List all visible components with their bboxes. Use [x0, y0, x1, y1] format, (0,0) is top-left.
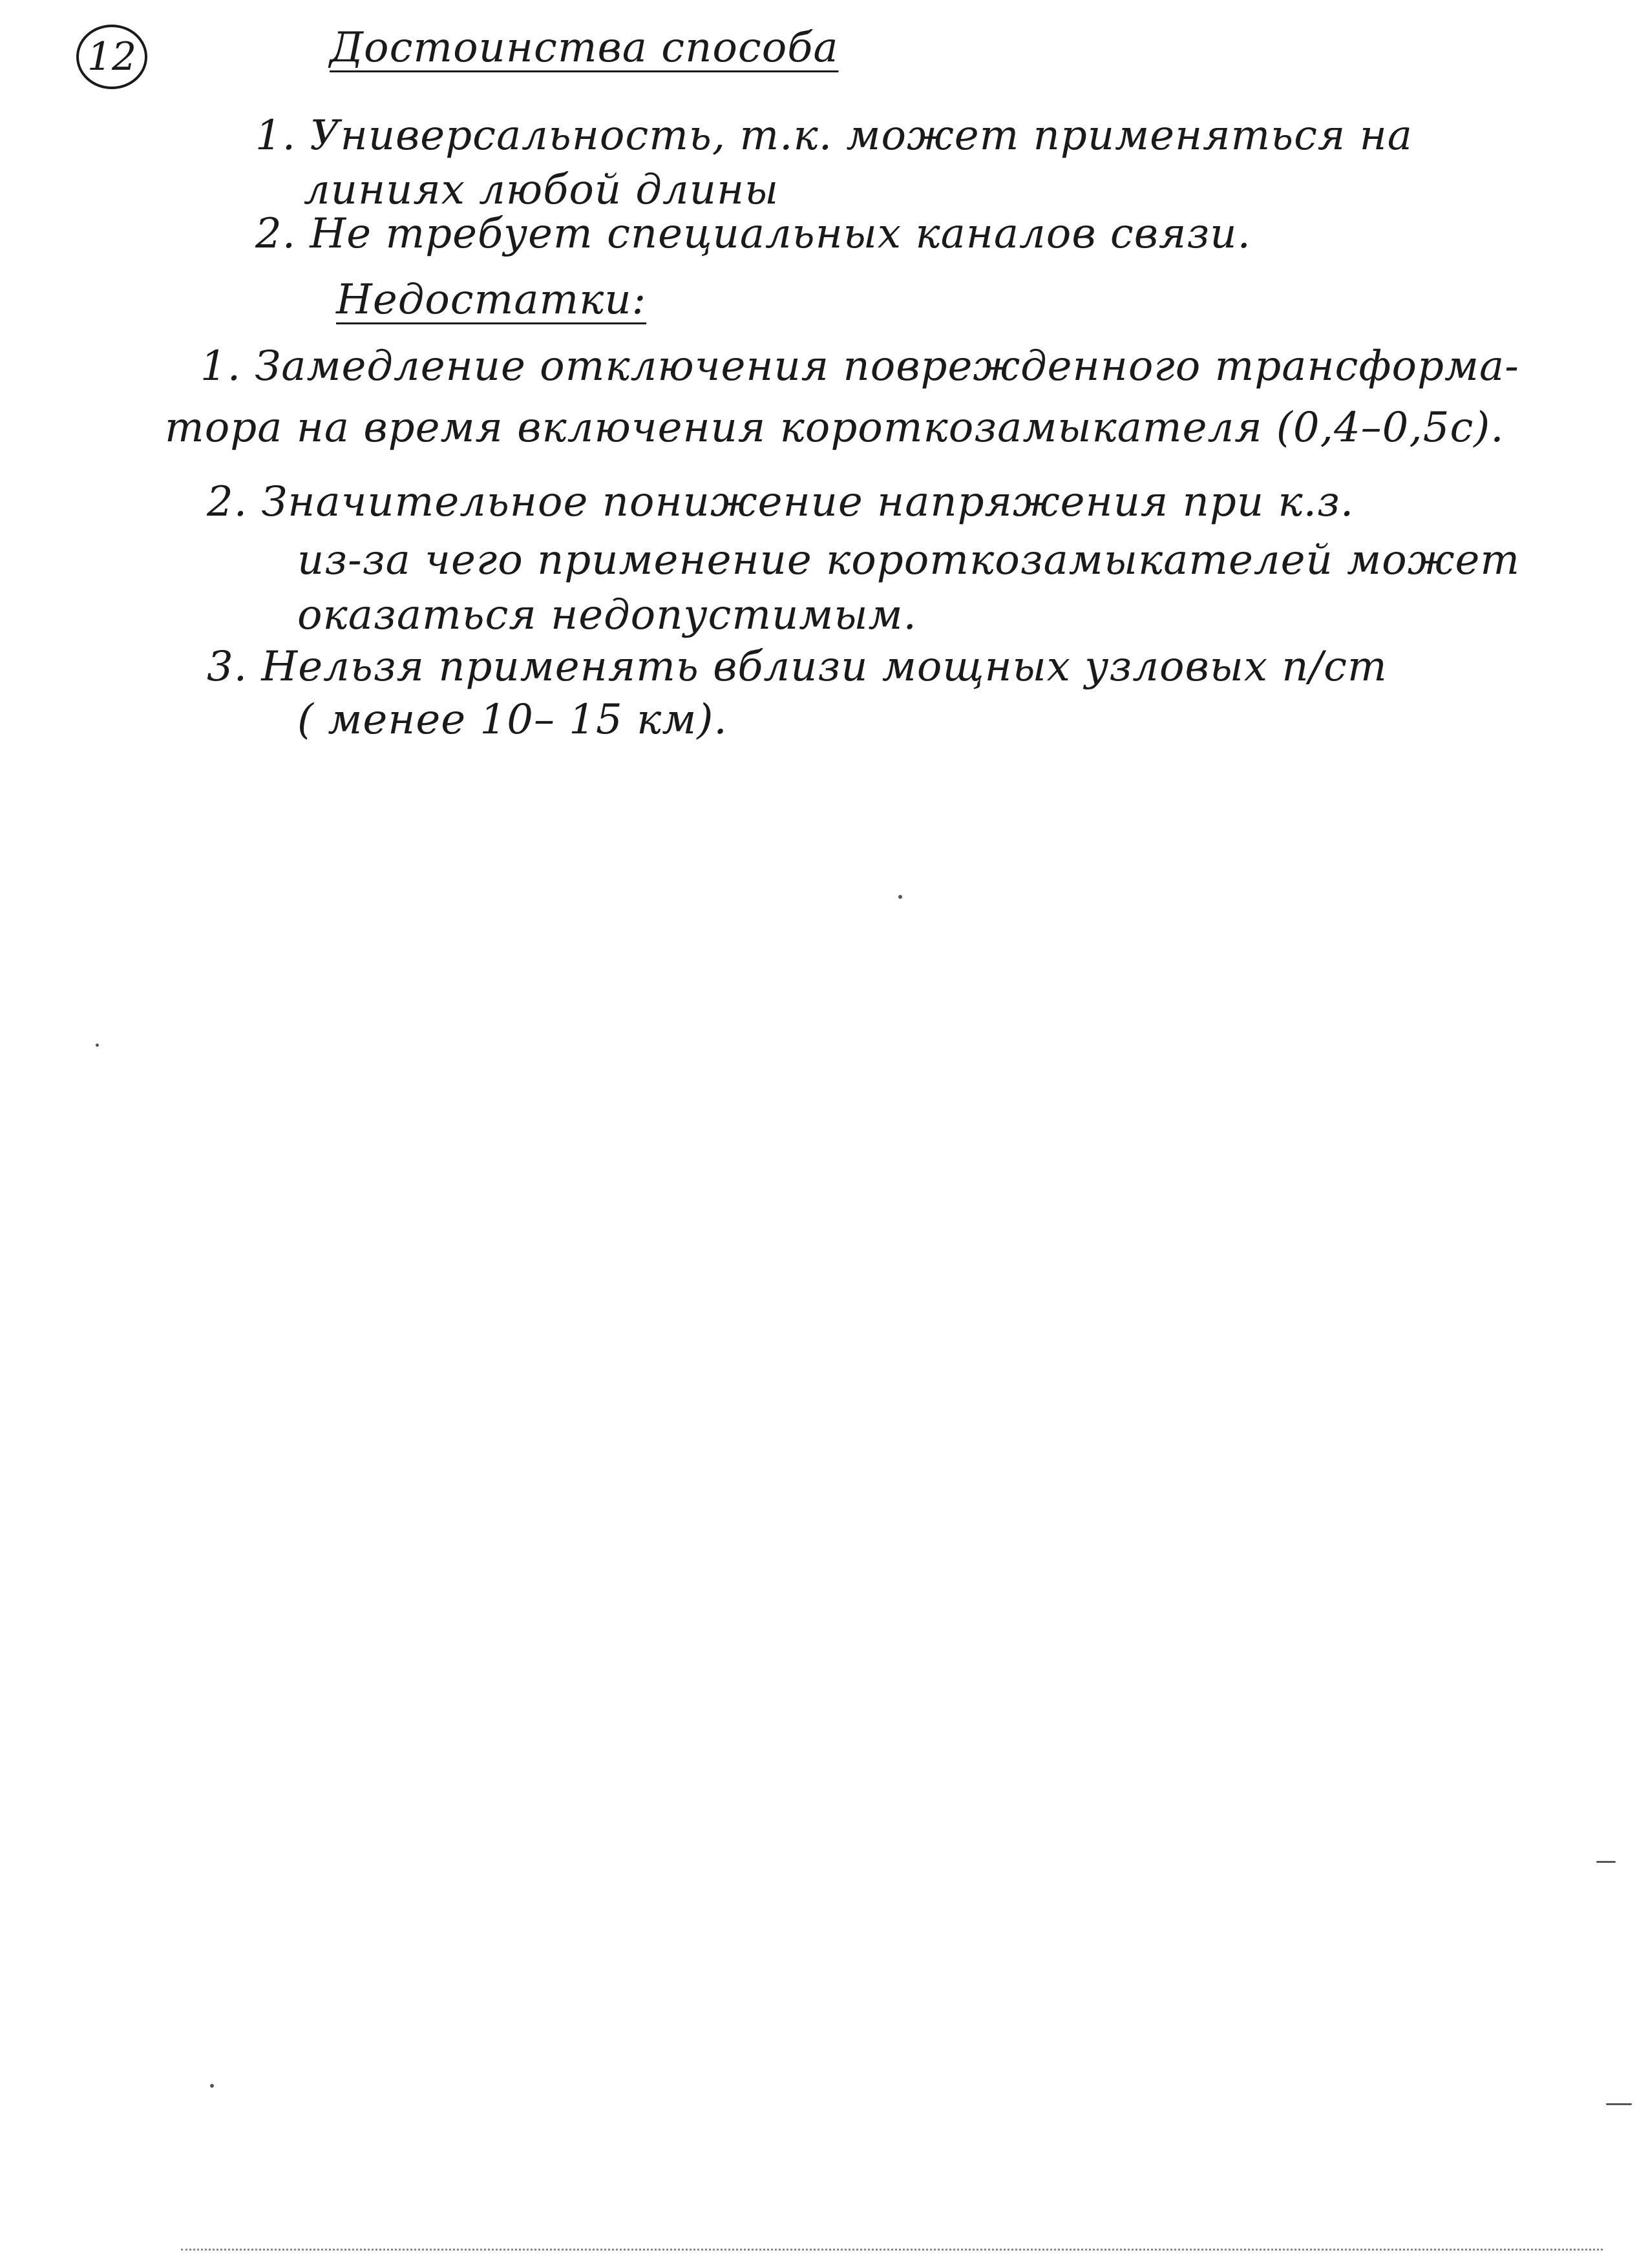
page-number: 12 — [87, 34, 137, 79]
disadvantage-line-1: 1. Замедление отключения поврежденного трансформа- — [200, 342, 1519, 390]
advantages-heading: Достоинства способа — [330, 24, 839, 72]
scan-speck — [96, 1044, 99, 1047]
advantage-line-1: 1. Универсальность, т.к. может применяться на — [255, 112, 1413, 160]
advantage-line-3: 2. Не требует специальных каналов связи. — [255, 210, 1251, 258]
disadvantage-line-3: 2. Значительное понижение напряжения при к.з. — [207, 478, 1355, 526]
disadvantage-line-5: оказаться недопустимым. — [297, 591, 917, 639]
scan-mark — [1606, 2103, 1632, 2105]
advantage-line-2: линиях любой длины — [304, 166, 779, 214]
disadvantage-line-4: из-за чего применение короткозамыкателей может — [297, 536, 1520, 584]
scan-speck — [210, 2084, 214, 2088]
scan-bottom-edge — [181, 2249, 1603, 2253]
disadvantages-heading: Недостатки: — [336, 276, 647, 324]
scan-speck — [898, 895, 902, 899]
page-number-circle — [76, 25, 147, 89]
scan-mark — [1596, 1861, 1616, 1863]
disadvantage-line-6: 3. Нельзя применять вблизи мощных узловых п/ст — [207, 643, 1388, 691]
disadvantage-line-7: ( менее 10– 15 км). — [297, 696, 728, 744]
disadvantage-line-2: тора на время включения короткозамыкателя (0,4–0,5с). — [165, 404, 1505, 452]
